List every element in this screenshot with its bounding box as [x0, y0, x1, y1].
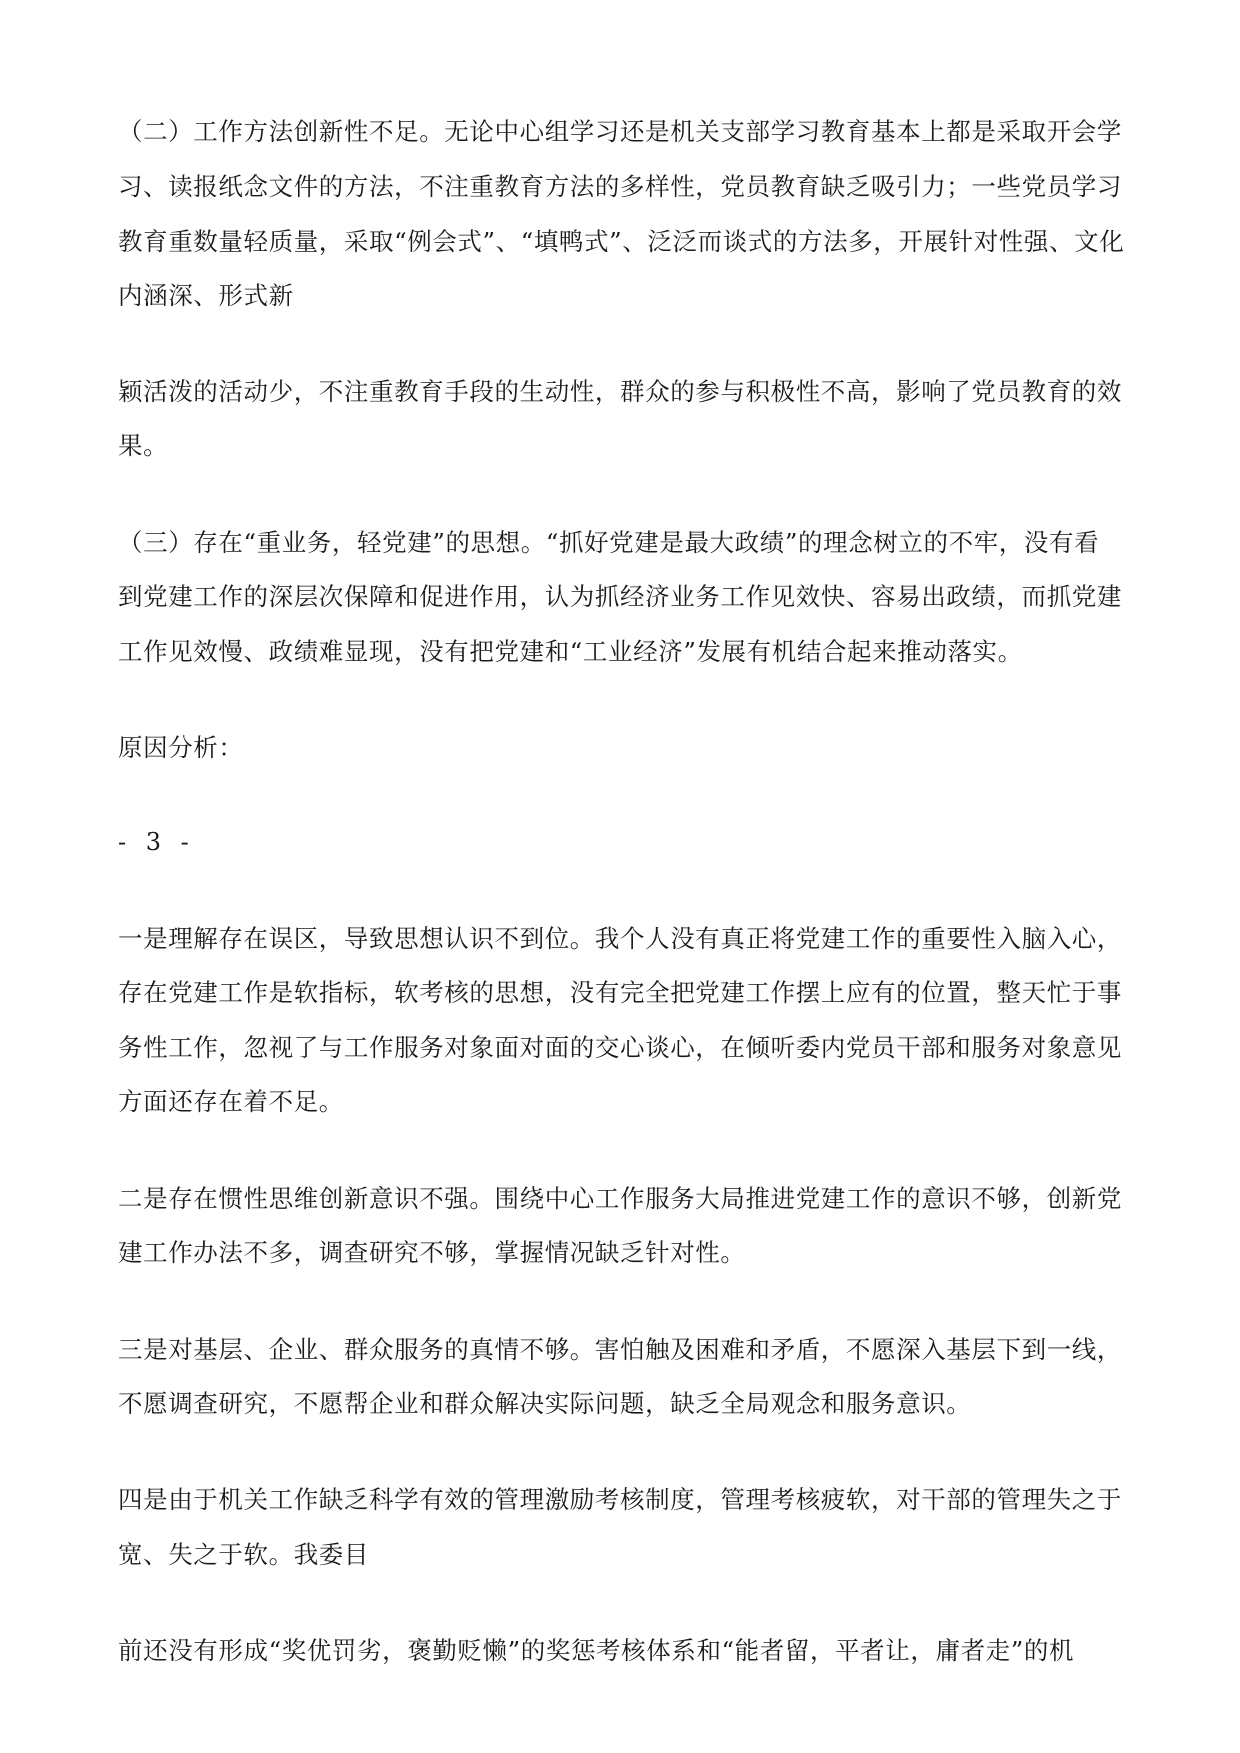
page-number: - 3 - [118, 828, 195, 856]
paragraph-2-line-1: （二）工作方法创新性不足。无论中心组学习还是机关支部学习教育基本上都是采取开会学 [118, 117, 1122, 146]
reason-1-line-4: 方面还存在着不足。 [118, 1087, 344, 1116]
reason-2-line-2: 建工作办法不多，调查研究不够，掌握情况缺乏针对性。 [118, 1238, 746, 1267]
paragraph-3-line-3: 工作见效慢、政绩难显现，没有把党建和“工业经济”发展有机结合起来推动落实。 [118, 637, 1023, 666]
reason-1-line-3: 务性工作，忽视了与工作服务对象面对面的交心谈心，在倾听委内党员干部和服务对象意见 [118, 1033, 1122, 1062]
reason-4-line-1: 四是由于机关工作缺乏科学有效的管理激励考核制度，管理考核疲软，对干部的管理失之于 [118, 1485, 1122, 1514]
paragraph-2-line-3: 教育重数量轻质量，采取“例会式”、“填鸭式”、泛泛而谈式的方法多，开展针对性强、文化 [118, 227, 1125, 256]
reason-4-line-2: 宽、失之于软。我委目 [118, 1540, 369, 1569]
paragraph-2-cont-line-2: 果。 [118, 431, 169, 460]
reason-3-line-1: 三是对基层、企业、群众服务的真情不够。害怕触及困难和矛盾，不愿深入基层下到一线， [118, 1335, 1122, 1364]
paragraph-3-line-1: （三）存在“重业务，轻党建”的思想。“抓好党建是最大政绩”的理念树立的不牢，没有看 [118, 528, 1100, 557]
reason-1-line-2: 存在党建工作是软指标，软考核的思想，没有完全把党建工作摆上应有的位置，整天忙于事 [118, 978, 1122, 1007]
paragraph-2-line-4: 内涵深、形式新 [118, 281, 294, 310]
reason-4-cont-line-1: 前还没有形成“奖优罚劣，褒勤贬懒”的奖惩考核体系和“能者留，平者让，庸者走”的机 [118, 1636, 1075, 1665]
paragraph-3-line-2: 到党建工作的深层次保障和促进作用，认为抓经济业务工作见效快、容易出政绩，而抓党建 [118, 582, 1122, 611]
reason-1-line-1: 一是理解存在误区，导致思想认识不到位。我个人没有真正将党建工作的重要性入脑入心， [118, 924, 1122, 953]
reason-2-line-1: 二是存在惯性思维创新意识不强。围绕中心工作服务大局推进党建工作的意识不够，创新党 [118, 1184, 1122, 1213]
paragraph-2-line-2: 习、读报纸念文件的方法，不注重教育方法的多样性，党员教育缺乏吸引力；一些党员学习 [118, 172, 1122, 201]
reason-analysis-heading: 原因分析： [118, 733, 244, 762]
paragraph-2-cont-line-1: 颖活泼的活动少，不注重教育手段的生动性，群众的参与积极性不高，影响了党员教育的效 [118, 377, 1122, 406]
reason-3-line-2: 不愿调查研究，不愿帮企业和群众解决实际问题，缺乏全局观念和服务意识。 [118, 1389, 972, 1418]
